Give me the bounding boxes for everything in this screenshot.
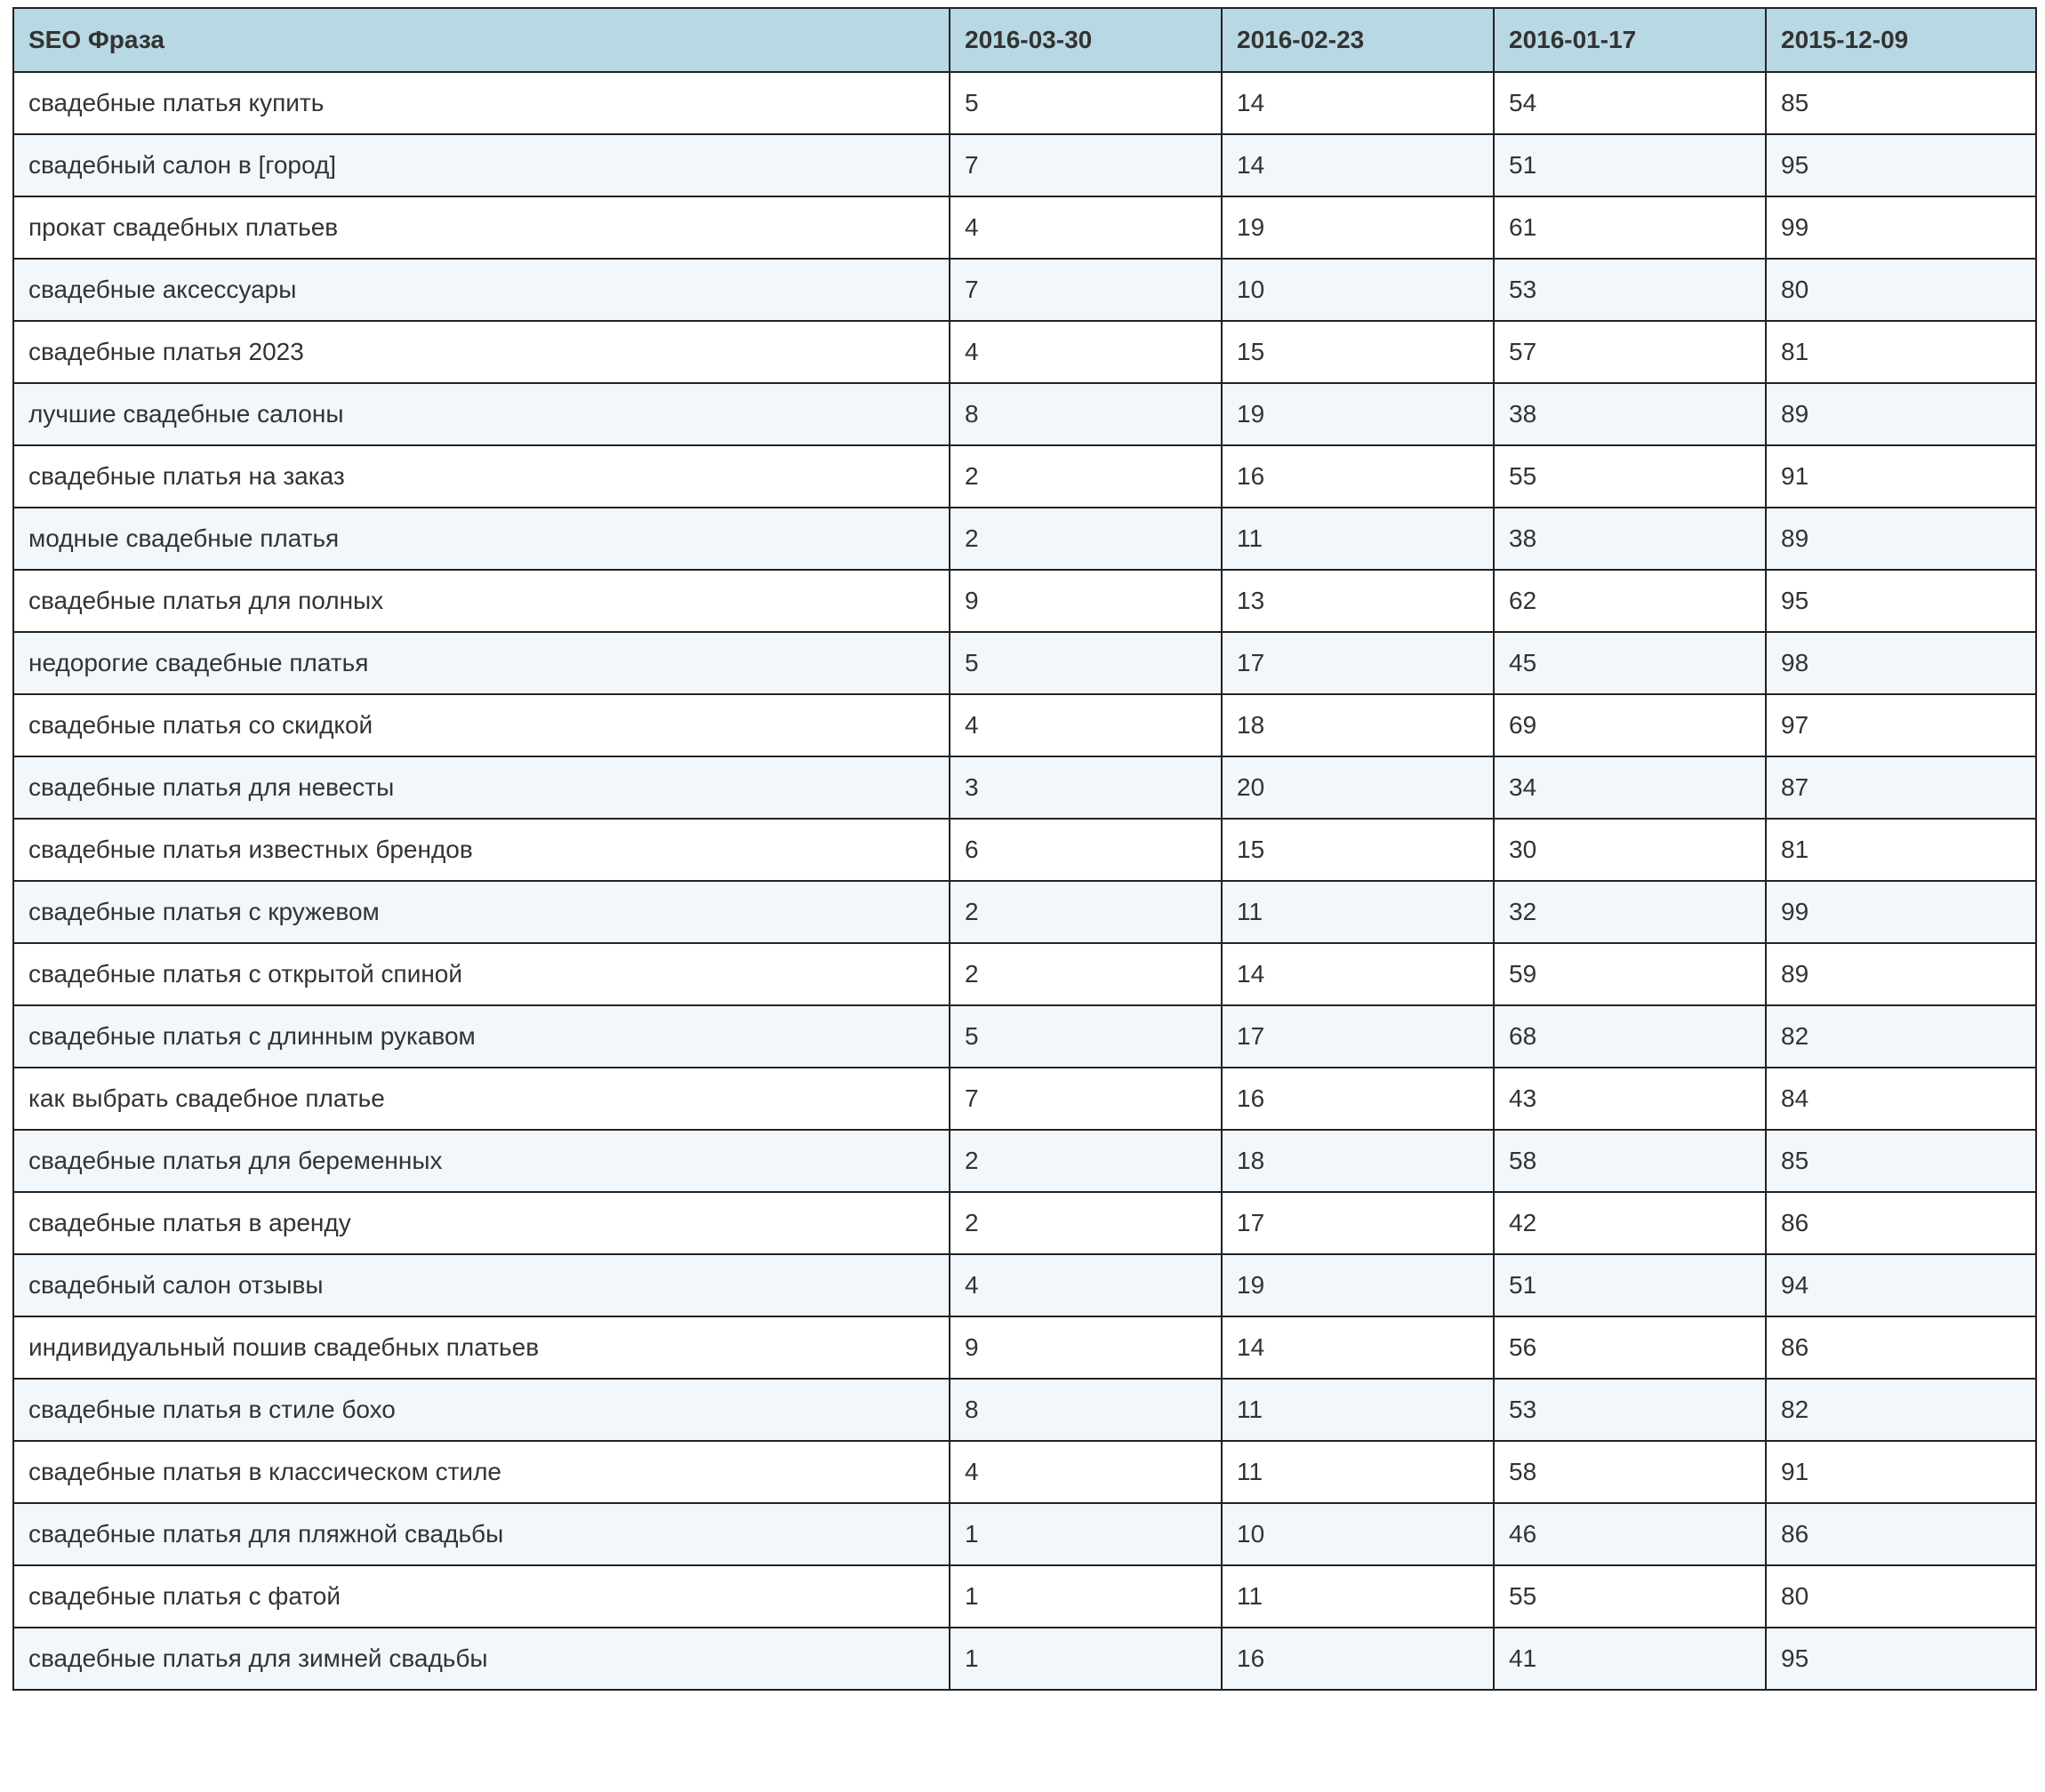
table-row <box>13 1316 2036 1379</box>
cell-position-1: 5 <box>950 1005 1222 1068</box>
cell-position-4: 95 <box>1766 1628 2036 1690</box>
cell-position-2: 20 <box>1222 756 1494 819</box>
cell-position-1: 6 <box>950 819 1222 881</box>
table-row <box>13 1005 2036 1068</box>
cell-phrase: свадебные платья купить <box>13 72 950 134</box>
cell-position-3: 56 <box>1494 1316 1766 1379</box>
cell-position-1: 8 <box>950 383 1222 445</box>
cell-position-4: 91 <box>1766 1441 2036 1503</box>
cell-position-3: 32 <box>1494 881 1766 943</box>
cell-phrase: свадебные платья для беременных <box>13 1130 950 1192</box>
cell-position-3: 69 <box>1494 694 1766 756</box>
cell-position-4: 99 <box>1766 881 2036 943</box>
cell-position-4: 82 <box>1766 1005 2036 1068</box>
cell-position-4: 81 <box>1766 321 2036 383</box>
cell-phrase: недорогие свадебные платья <box>13 632 950 694</box>
cell-position-2: 15 <box>1222 321 1494 383</box>
table-row <box>13 1379 2036 1441</box>
cell-phrase: свадебные платья с фатой <box>13 1565 950 1628</box>
cell-phrase: свадебные платья 2023 <box>13 321 950 383</box>
cell-phrase: свадебные платья на заказ <box>13 445 950 508</box>
cell-position-1: 4 <box>950 321 1222 383</box>
table-row <box>13 943 2036 1005</box>
cell-phrase: свадебные аксессуары <box>13 259 950 321</box>
header-date-4: 2015-12-09 <box>1766 8 2036 72</box>
table-header <box>13 8 2036 72</box>
cell-position-3: 55 <box>1494 1565 1766 1628</box>
cell-position-3: 61 <box>1494 196 1766 259</box>
cell-position-3: 58 <box>1494 1130 1766 1192</box>
table-row <box>13 383 2036 445</box>
cell-position-4: 95 <box>1766 570 2036 632</box>
cell-position-2: 17 <box>1222 1005 1494 1068</box>
table-row <box>13 819 2036 881</box>
cell-position-3: 51 <box>1494 134 1766 196</box>
cell-position-4: 80 <box>1766 1565 2036 1628</box>
cell-position-2: 19 <box>1222 383 1494 445</box>
cell-position-3: 62 <box>1494 570 1766 632</box>
seo-table-container <box>12 7 2035 1691</box>
cell-position-1: 2 <box>950 943 1222 1005</box>
table-row <box>13 756 2036 819</box>
table-row <box>13 1192 2036 1254</box>
cell-position-4: 91 <box>1766 445 2036 508</box>
cell-position-4: 86 <box>1766 1316 2036 1379</box>
table-row <box>13 632 2036 694</box>
table-row <box>13 570 2036 632</box>
cell-position-2: 13 <box>1222 570 1494 632</box>
cell-position-2: 11 <box>1222 881 1494 943</box>
table-row <box>13 694 2036 756</box>
table-row <box>13 1068 2036 1130</box>
cell-position-1: 4 <box>950 1441 1222 1503</box>
cell-phrase: лучшие свадебные салоны <box>13 383 950 445</box>
header-date-1: 2016-03-30 <box>950 8 1222 72</box>
cell-phrase: свадебные платья в классическом стиле <box>13 1441 950 1503</box>
cell-position-3: 38 <box>1494 508 1766 570</box>
cell-position-2: 10 <box>1222 259 1494 321</box>
cell-phrase: свадебные платья известных брендов <box>13 819 950 881</box>
cell-phrase: свадебные платья в стиле бохо <box>13 1379 950 1441</box>
cell-position-2: 11 <box>1222 508 1494 570</box>
cell-phrase: свадебный салон в [город] <box>13 134 950 196</box>
cell-position-1: 4 <box>950 694 1222 756</box>
cell-position-1: 8 <box>950 1379 1222 1441</box>
cell-position-2: 17 <box>1222 632 1494 694</box>
cell-position-1: 9 <box>950 1316 1222 1379</box>
cell-position-4: 86 <box>1766 1503 2036 1565</box>
cell-position-2: 18 <box>1222 694 1494 756</box>
cell-position-3: 46 <box>1494 1503 1766 1565</box>
cell-position-2: 16 <box>1222 445 1494 508</box>
cell-position-2: 14 <box>1222 134 1494 196</box>
cell-phrase: свадебный салон отзывы <box>13 1254 950 1316</box>
cell-position-2: 11 <box>1222 1441 1494 1503</box>
cell-position-1: 2 <box>950 445 1222 508</box>
cell-position-2: 11 <box>1222 1565 1494 1628</box>
cell-position-1: 3 <box>950 756 1222 819</box>
table-body <box>13 72 2036 1690</box>
cell-position-2: 15 <box>1222 819 1494 881</box>
cell-position-2: 16 <box>1222 1068 1494 1130</box>
cell-position-3: 45 <box>1494 632 1766 694</box>
cell-position-3: 34 <box>1494 756 1766 819</box>
cell-position-1: 9 <box>950 570 1222 632</box>
cell-position-3: 30 <box>1494 819 1766 881</box>
cell-position-3: 42 <box>1494 1192 1766 1254</box>
cell-position-2: 10 <box>1222 1503 1494 1565</box>
cell-position-1: 2 <box>950 1130 1222 1192</box>
cell-position-2: 19 <box>1222 1254 1494 1316</box>
cell-position-2: 14 <box>1222 72 1494 134</box>
cell-position-4: 86 <box>1766 1192 2036 1254</box>
cell-position-3: 41 <box>1494 1628 1766 1690</box>
header-seo-phrase: SEO Фраза <box>13 8 950 72</box>
cell-position-4: 95 <box>1766 134 2036 196</box>
table-row <box>13 1130 2036 1192</box>
cell-position-1: 2 <box>950 1192 1222 1254</box>
cell-phrase: индивидуальный пошив свадебных платьев <box>13 1316 950 1379</box>
cell-position-3: 38 <box>1494 383 1766 445</box>
cell-position-2: 14 <box>1222 1316 1494 1379</box>
cell-phrase: прокат свадебных платьев <box>13 196 950 259</box>
table-row <box>13 445 2036 508</box>
cell-position-3: 58 <box>1494 1441 1766 1503</box>
cell-position-4: 97 <box>1766 694 2036 756</box>
cell-position-4: 81 <box>1766 819 2036 881</box>
cell-position-3: 51 <box>1494 1254 1766 1316</box>
cell-phrase: свадебные платья для зимней свадьбы <box>13 1628 950 1690</box>
cell-position-4: 99 <box>1766 196 2036 259</box>
header-row <box>13 8 2036 72</box>
cell-position-4: 85 <box>1766 1130 2036 1192</box>
cell-position-1: 1 <box>950 1503 1222 1565</box>
cell-position-3: 57 <box>1494 321 1766 383</box>
cell-phrase: как выбрать свадебное платье <box>13 1068 950 1130</box>
cell-phrase: свадебные платья в аренду <box>13 1192 950 1254</box>
cell-phrase: свадебные платья для пляжной свадьбы <box>13 1503 950 1565</box>
cell-position-1: 2 <box>950 881 1222 943</box>
cell-position-1: 1 <box>950 1628 1222 1690</box>
table-row <box>13 134 2036 196</box>
cell-phrase: свадебные платья со скидкой <box>13 694 950 756</box>
cell-phrase: свадебные платья с длинным рукавом <box>13 1005 950 1068</box>
cell-position-3: 68 <box>1494 1005 1766 1068</box>
cell-phrase: свадебные платья с кружевом <box>13 881 950 943</box>
cell-position-4: 89 <box>1766 943 2036 1005</box>
seo-positions-table <box>12 7 2037 1691</box>
cell-position-1: 7 <box>950 259 1222 321</box>
cell-position-2: 14 <box>1222 943 1494 1005</box>
cell-position-2: 17 <box>1222 1192 1494 1254</box>
cell-phrase: свадебные платья для невесты <box>13 756 950 819</box>
cell-position-4: 84 <box>1766 1068 2036 1130</box>
table-row <box>13 1441 2036 1503</box>
cell-position-1: 4 <box>950 1254 1222 1316</box>
cell-position-4: 85 <box>1766 72 2036 134</box>
cell-position-3: 43 <box>1494 1068 1766 1130</box>
cell-position-3: 53 <box>1494 1379 1766 1441</box>
table-row <box>13 1503 2036 1565</box>
table-row <box>13 1565 2036 1628</box>
cell-position-2: 18 <box>1222 1130 1494 1192</box>
table-row <box>13 196 2036 259</box>
cell-position-4: 89 <box>1766 383 2036 445</box>
header-date-2: 2016-02-23 <box>1222 8 1494 72</box>
table-row <box>13 1254 2036 1316</box>
cell-position-3: 55 <box>1494 445 1766 508</box>
table-row <box>13 881 2036 943</box>
cell-position-2: 16 <box>1222 1628 1494 1690</box>
table-row <box>13 321 2036 383</box>
cell-position-2: 19 <box>1222 196 1494 259</box>
cell-position-1: 2 <box>950 508 1222 570</box>
table-row <box>13 508 2036 570</box>
cell-phrase: свадебные платья с открытой спиной <box>13 943 950 1005</box>
cell-position-4: 87 <box>1766 756 2036 819</box>
cell-position-1: 4 <box>950 196 1222 259</box>
cell-position-4: 80 <box>1766 259 2036 321</box>
cell-position-3: 59 <box>1494 943 1766 1005</box>
table-row <box>13 1628 2036 1690</box>
header-date-3: 2016-01-17 <box>1494 8 1766 72</box>
cell-phrase: модные свадебные платья <box>13 508 950 570</box>
cell-position-1: 5 <box>950 72 1222 134</box>
cell-position-4: 89 <box>1766 508 2036 570</box>
cell-position-1: 1 <box>950 1565 1222 1628</box>
cell-position-4: 82 <box>1766 1379 2036 1441</box>
cell-position-2: 11 <box>1222 1379 1494 1441</box>
cell-position-3: 53 <box>1494 259 1766 321</box>
cell-position-3: 54 <box>1494 72 1766 134</box>
table-row <box>13 72 2036 134</box>
cell-position-1: 5 <box>950 632 1222 694</box>
cell-position-4: 94 <box>1766 1254 2036 1316</box>
cell-position-1: 7 <box>950 134 1222 196</box>
cell-phrase: свадебные платья для полных <box>13 570 950 632</box>
cell-position-1: 7 <box>950 1068 1222 1130</box>
cell-position-4: 98 <box>1766 632 2036 694</box>
table-row <box>13 259 2036 321</box>
